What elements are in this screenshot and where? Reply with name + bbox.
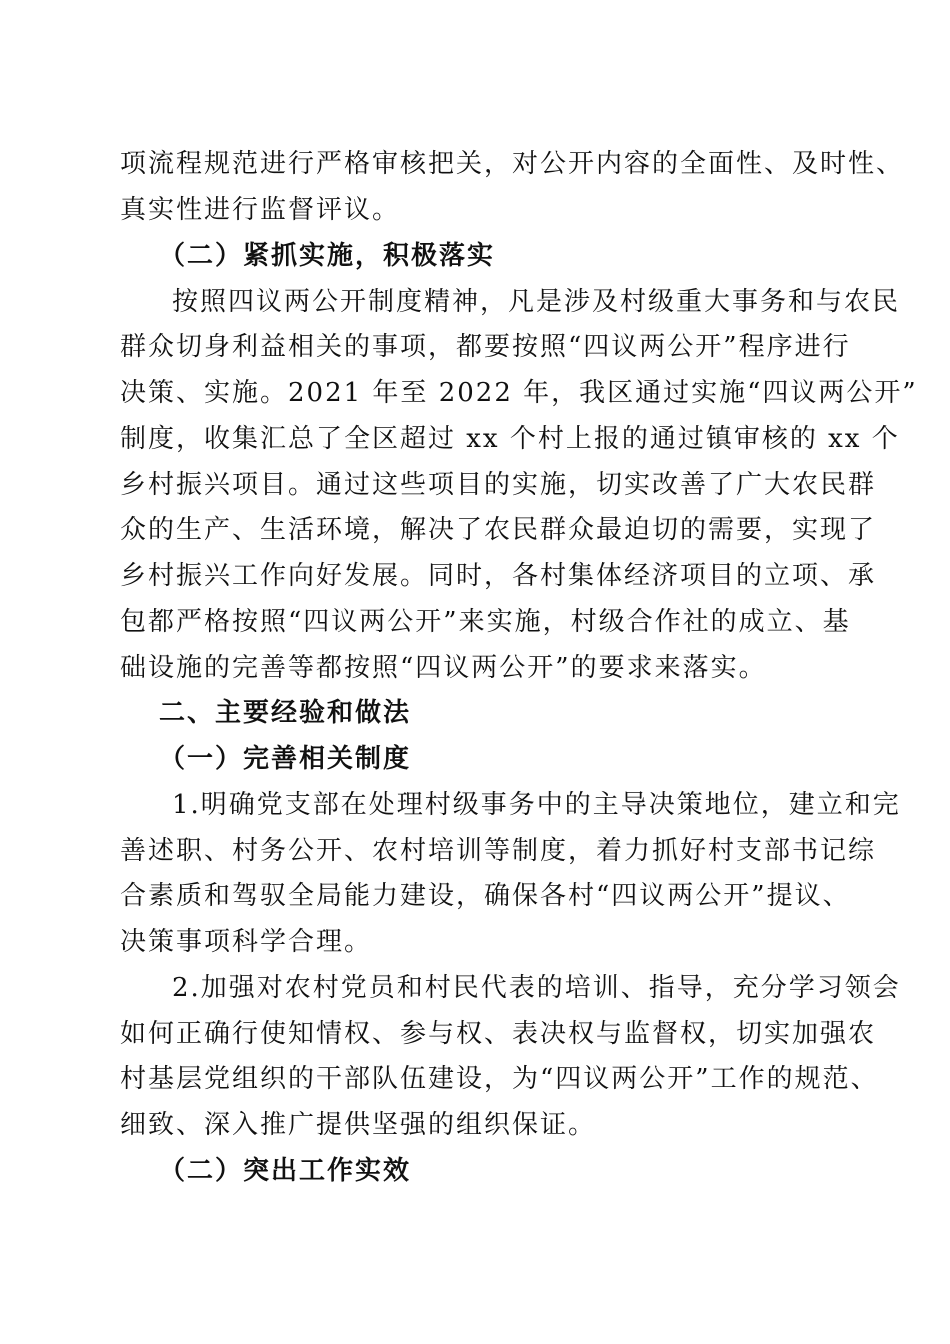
body-line: 细致、深入推广提供坚强的组织保证。 (120, 1110, 597, 1140)
body-line: 乡村振兴项目。通过这些项目的实施，切实改善了广大农民群 (120, 470, 877, 500)
body-line: 村基层党组织的干部队伍建设，为“四议两公开”工作的规范、 (120, 1064, 879, 1094)
body-line: 包都严格按照“四议两公开”来实施，村级合作社的成立、基 (120, 607, 851, 637)
body-line: 真实性进行监督评议。 (120, 195, 401, 225)
subsection-heading: （二）突出工作实效 (159, 1156, 412, 1186)
body-line: 善述职、村务公开、农村培训等制度，着力抓好村支部书记综 (120, 836, 877, 866)
body-line: 乡村振兴工作向好发展。同时，各村集体经济项目的立项、承 (120, 561, 877, 591)
body-line: 决策、实施。2021 年至 2022 年，我区通过实施“四议两公开” (120, 378, 918, 408)
body-line: 如何正确行使知情权、参与权、表决权与监督权，切实加强农 (120, 1019, 877, 1049)
body-line: 础设施的完善等都按照“四议两公开”的要求来落实。 (120, 653, 767, 683)
body-line: 2.加强对农村党员和村民代表的培训、指导，充分学习领会 (172, 973, 901, 1003)
body-line: 众的生产、生活环境，解决了农民群众最迫切的需要，实现了 (120, 515, 877, 545)
body-line: 制度，收集汇总了全区超过 xx 个村上报的通过镇审核的 xx 个 (120, 424, 900, 454)
body-line: 1.明确党支部在处理村级事务中的主导决策地位，建立和完 (172, 790, 901, 820)
subsection-heading: （二）紧抓实施，积极落实 (159, 241, 496, 271)
body-line: 项流程规范进行严格审核把关，对公开内容的全面性、及时性、 (120, 149, 905, 179)
section-heading: 二、主要经验和做法 (159, 698, 412, 728)
body-line: 群众切身利益相关的事项，都要按照“四议两公开”程序进行 (120, 332, 851, 362)
body-line: 按照四议两公开制度精神，凡是涉及村级重大事务和与农民 (172, 287, 901, 317)
subsection-heading: （一）完善相关制度 (159, 744, 412, 774)
body-line: 合素质和驾驭全局能力建设，确保各村“四议两公开”提议、 (120, 881, 851, 911)
body-line: 决策事项科学合理。 (120, 927, 373, 957)
